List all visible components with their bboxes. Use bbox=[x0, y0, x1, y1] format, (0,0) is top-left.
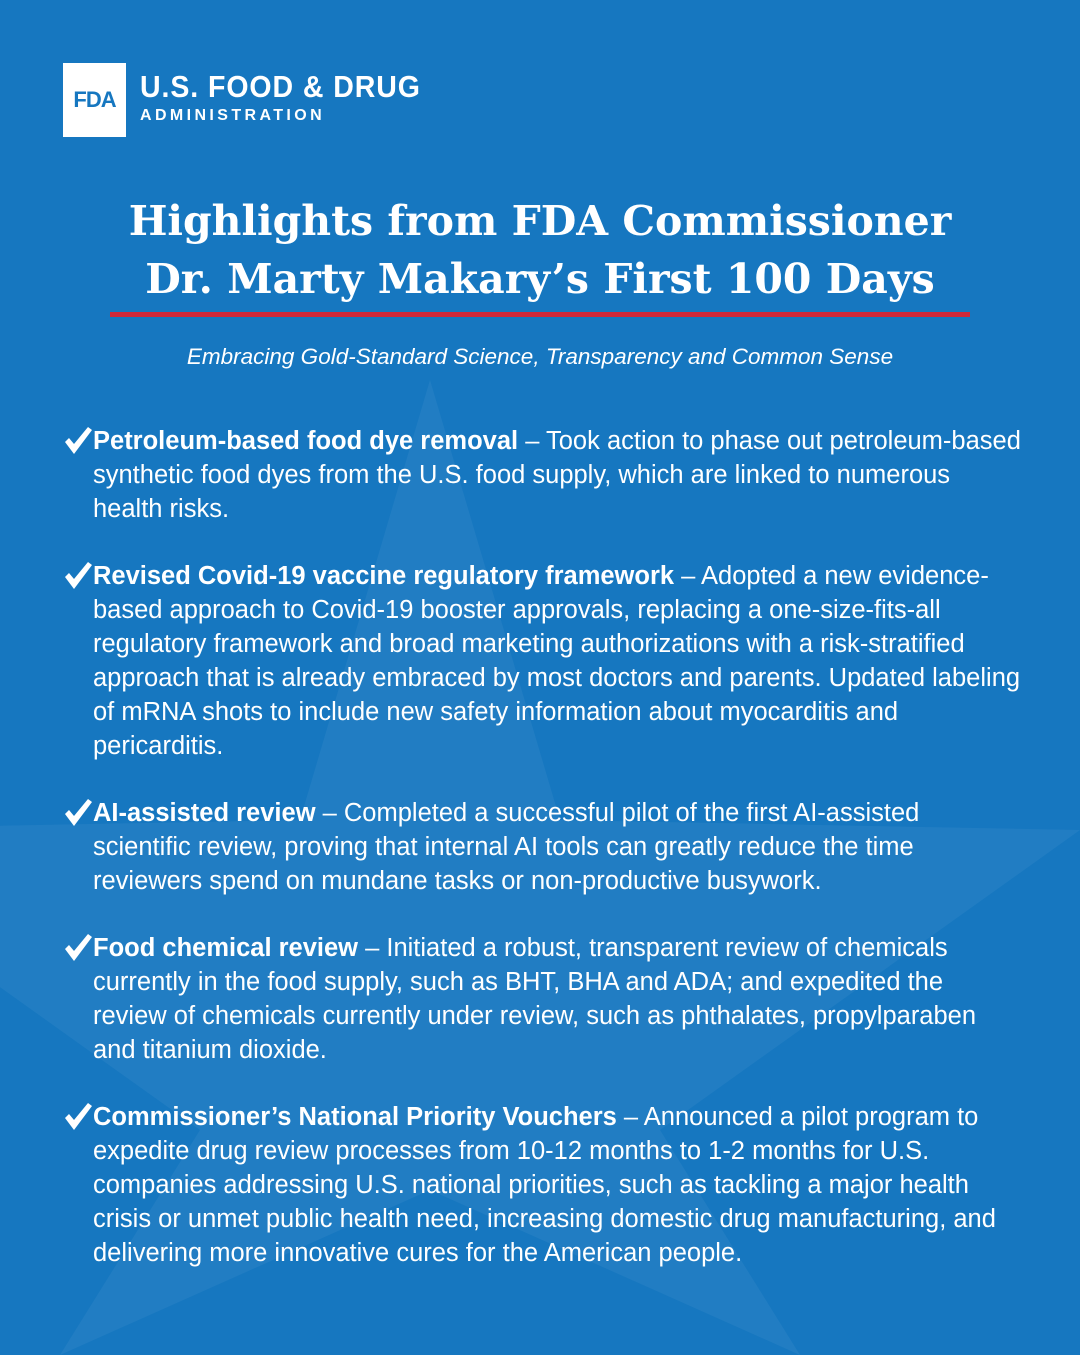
page-title bbox=[0, 192, 1080, 308]
fda-wordmark bbox=[140, 70, 445, 125]
fda-logo-mark bbox=[63, 63, 126, 137]
highlight-heading: Petroleum-based food dye removal bbox=[93, 427, 519, 455]
fda-logo-mark-text: FDA bbox=[73, 87, 116, 112]
highlight-item bbox=[63, 1100, 1023, 1270]
highlight-body: – Announced a pilot program to expedite drug review processes from 10-12 months to 1-2 months for U.S. companies addressing U.S. national priorities, such as tackling a major health crisis or unmet public health need, increasing domestic drug manufacturing, and delivering more innovative cures for the American people. bbox=[93, 1103, 996, 1267]
highlight-heading: Commissioner’s National Priority Vouchers bbox=[93, 1103, 617, 1131]
highlight-heading: AI-assisted review bbox=[93, 799, 316, 827]
checkmark-icon bbox=[63, 1102, 93, 1132]
highlight-item bbox=[63, 559, 1023, 763]
highlight-body: – Initiated a robust, transparent review of chemicals currently in the food supply, such as BHT, BHA and ADA; and expedited the review of chemicals currently under review, such as phthalates, propylparaben and titanium dioxide. bbox=[93, 934, 977, 1064]
highlight-heading: Food chemical review bbox=[93, 934, 359, 962]
highlight-heading: Revised Covid-19 vaccine regulatory framework bbox=[93, 562, 675, 590]
highlight-body: – Took action to phase out petroleum-based synthetic food dyes from the U.S. food supply, which are linked to numerous health risks. bbox=[93, 427, 1021, 523]
page-title-line1: Highlights from FDA Commissioner bbox=[128, 197, 952, 245]
org-name-line1: U.S. FOOD & DRUG bbox=[140, 69, 421, 104]
title-underline bbox=[110, 312, 970, 317]
page-subtitle: Embracing Gold-Standard Science, Transparency and Common Sense bbox=[186, 344, 894, 369]
highlight-item bbox=[63, 424, 1023, 526]
highlight-body: – Adopted a new evidence-based approach to Covid-19 booster approvals, replacing a one-size-fits-all regulatory framework and broad marketing authorizations with a risk-stratified approach that is already embraced by most doctors and parents. Updated labeling of mRNA shots to include new safety information about myocarditis and pericarditis. bbox=[93, 562, 1021, 760]
checkmark-icon bbox=[63, 933, 93, 963]
checkmark-icon bbox=[63, 798, 93, 828]
highlight-item bbox=[63, 796, 1023, 898]
highlights-list bbox=[63, 424, 1023, 1270]
page-title-line2: Dr. Marty Makary’s First 100 Days bbox=[145, 255, 935, 303]
highlight-item bbox=[63, 931, 1023, 1067]
checkmark-icon bbox=[63, 561, 93, 591]
checkmark-icon bbox=[63, 426, 93, 456]
org-name-line2: ADMINISTRATION bbox=[140, 107, 326, 124]
highlight-body: – Completed a successful pilot of the first AI-assisted scientific review, proving that internal AI tools can greatly reduce the time reviewers spend on mundane tasks or non-productive busywork. bbox=[93, 799, 920, 895]
fda-logo bbox=[63, 63, 445, 137]
